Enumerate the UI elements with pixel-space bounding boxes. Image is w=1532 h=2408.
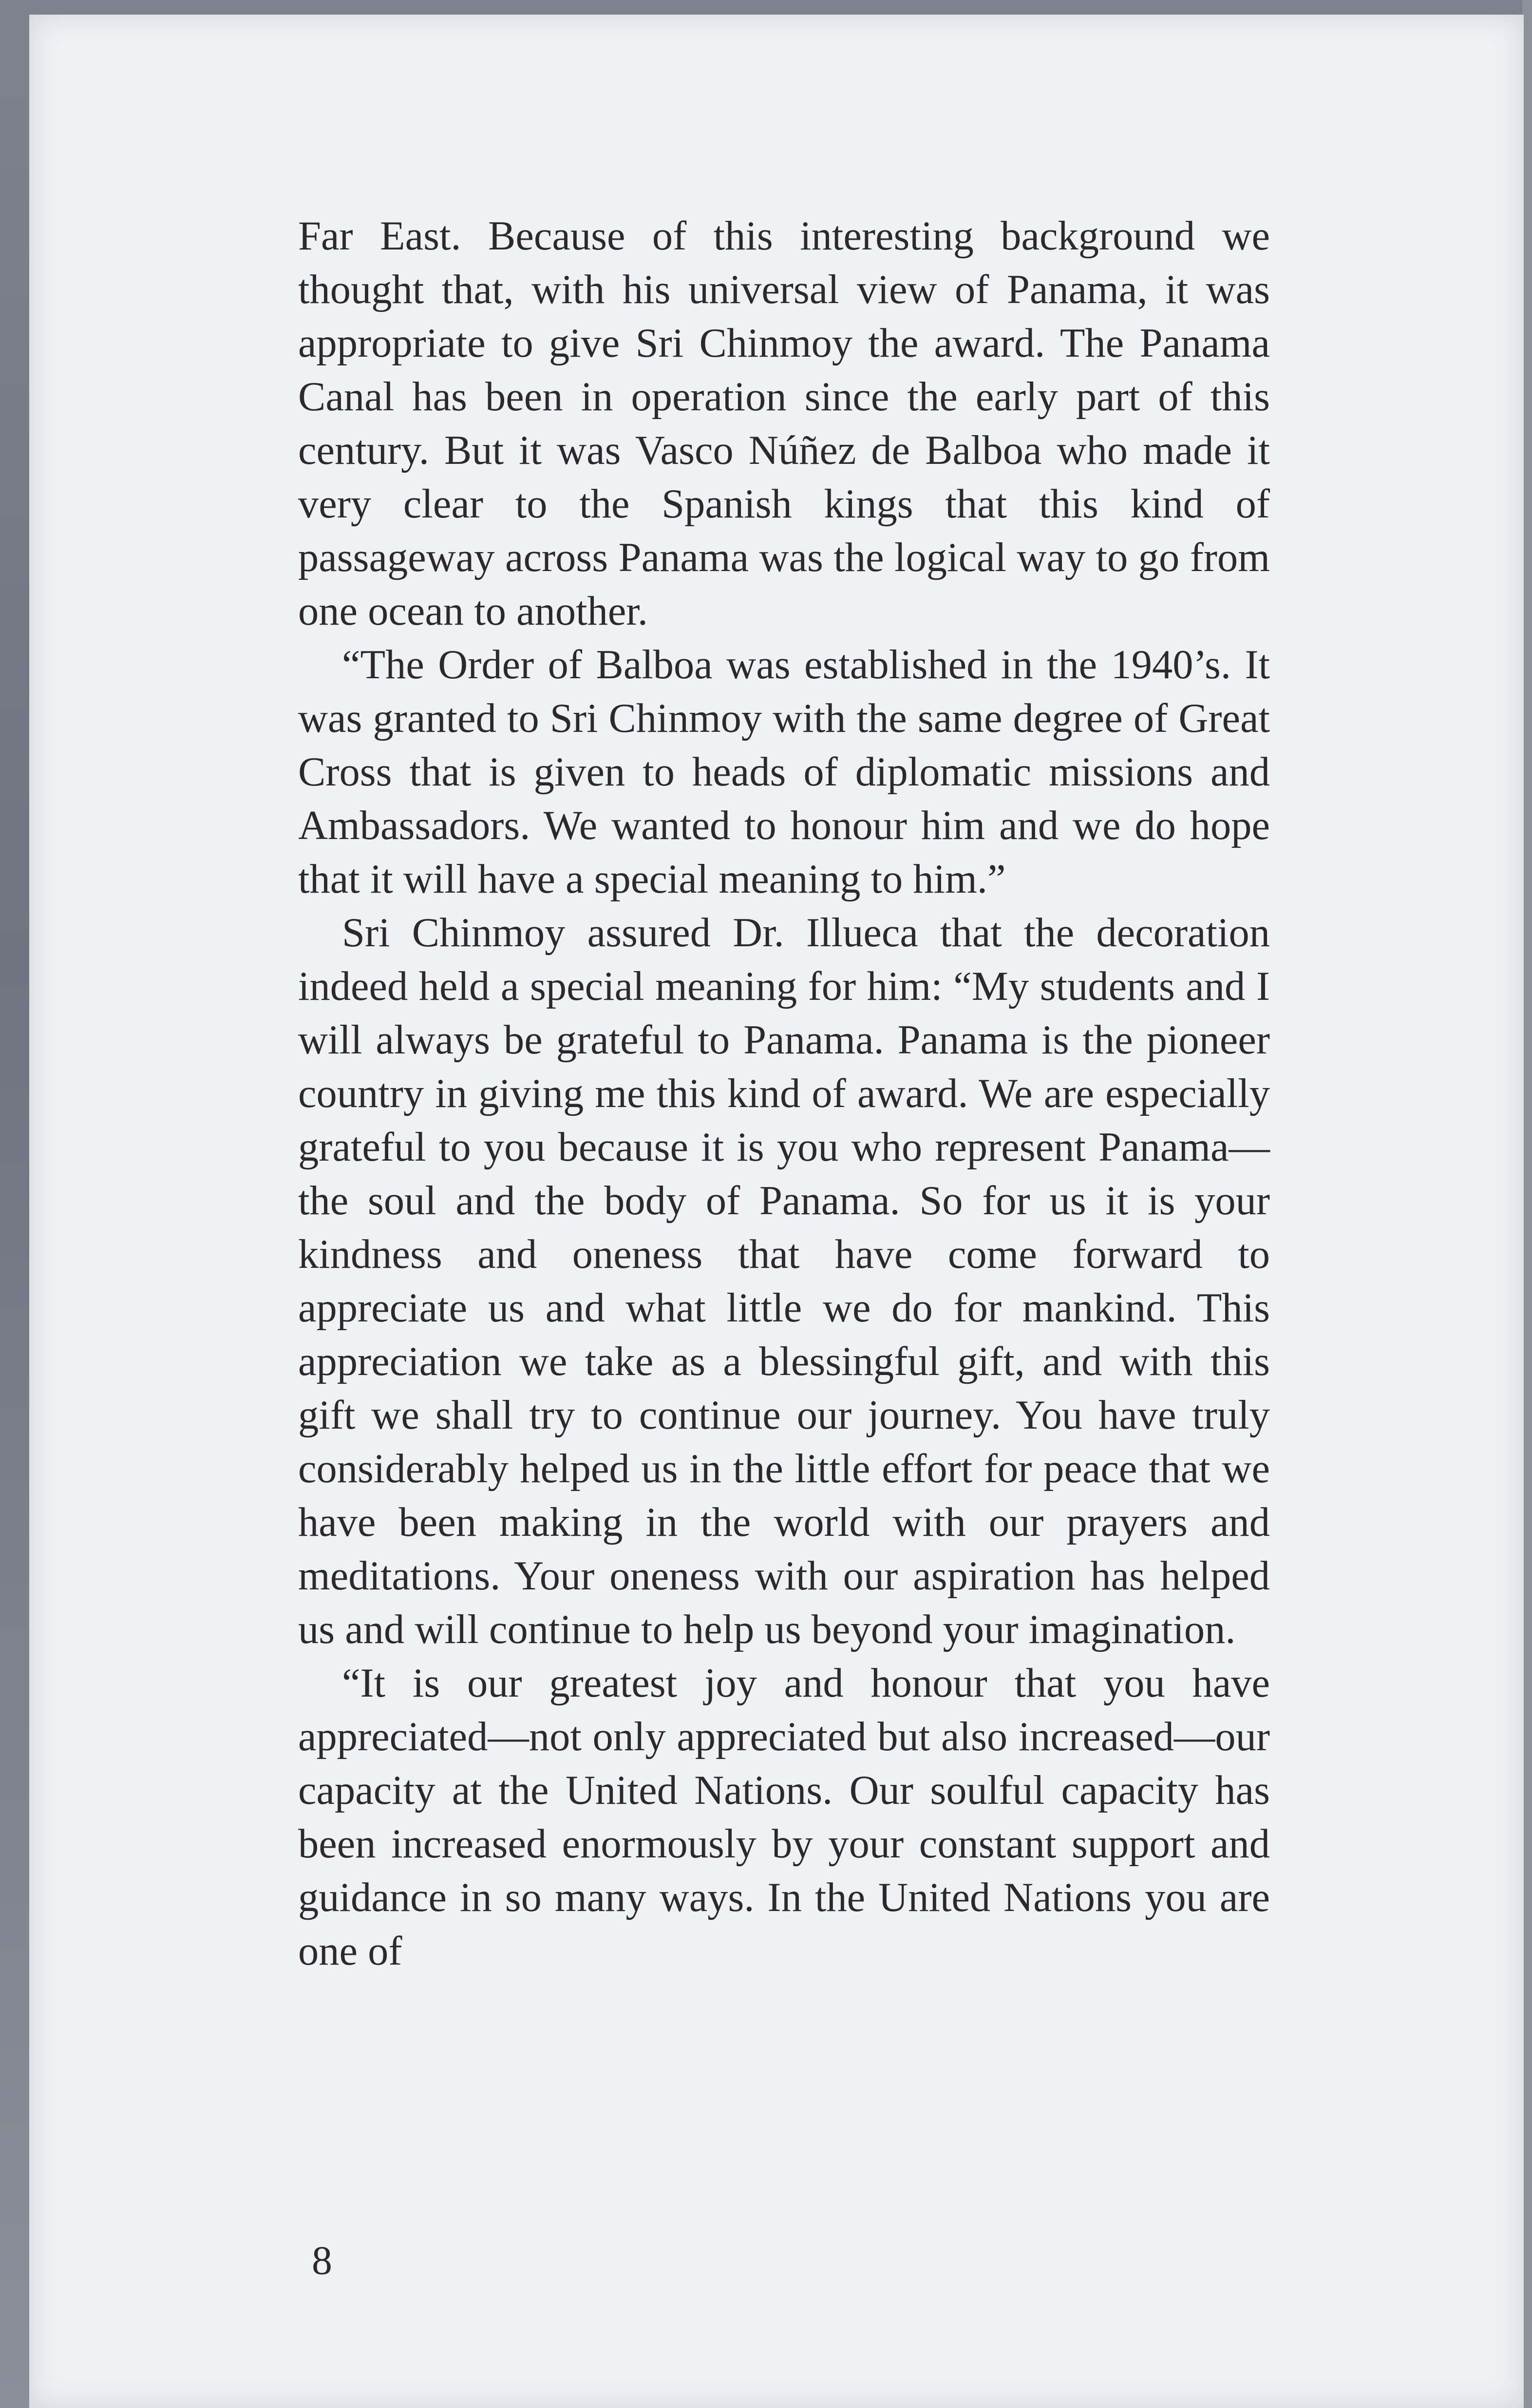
page-number: 8 bbox=[312, 2238, 332, 2283]
scan-border-right bbox=[1522, 0, 1532, 2408]
paragraph-1: Far East. Because of this interesting background we thought that, with his universal view of Panama, it was appropriate to give Sri Chinmoy the award. The Panama Canal has been in operation since the early part of this century. But it was Vasco Núñez de Balboa who made it very clear to the Spanish kings that this kind of passageway across Panama was the logical way to go from one ocean to another. bbox=[298, 213, 1270, 634]
body-text bbox=[298, 210, 1270, 1978]
paragraph-3: Sri Chinmoy assured Dr. Illueca that the decoration indeed held a special meaning for him: “My students and I will always be grateful to Panama. Panama is the pioneer country in giving me this kind of award. We are especially grateful to you because it is you who represent Panama—the soul and the body of Panama. So for us it is your kindness and oneness that have come forward to appreciate us and what little we do for mankind. This appreciation we take as a blessingful gift, and with this gift we shall try to continue our journey. You have truly considerably helped us in the little effort for peace that we have been making in the world with our prayers and meditations. Your oneness with our aspiration has helped us and will continue to help us beyond your imagination. bbox=[298, 910, 1270, 1652]
paragraph-4: “It is our greatest joy and honour that you have appreciated—not only appreciated but also increased—our capacity at the United Nations. Our soulful capacity has been increased enormously by your constant support and guidance in so many ways. In the United Nations you are one of bbox=[298, 1661, 1270, 1974]
paragraph-2: “The Order of Balboa was established in the 1940’s. It was granted to Sri Chinmoy with the same degree of Great Cross that is given to heads of diplomatic missions and Ambassadors. We wanted to honour him and we do hope that it will have a special meaning to him.” bbox=[298, 642, 1270, 902]
